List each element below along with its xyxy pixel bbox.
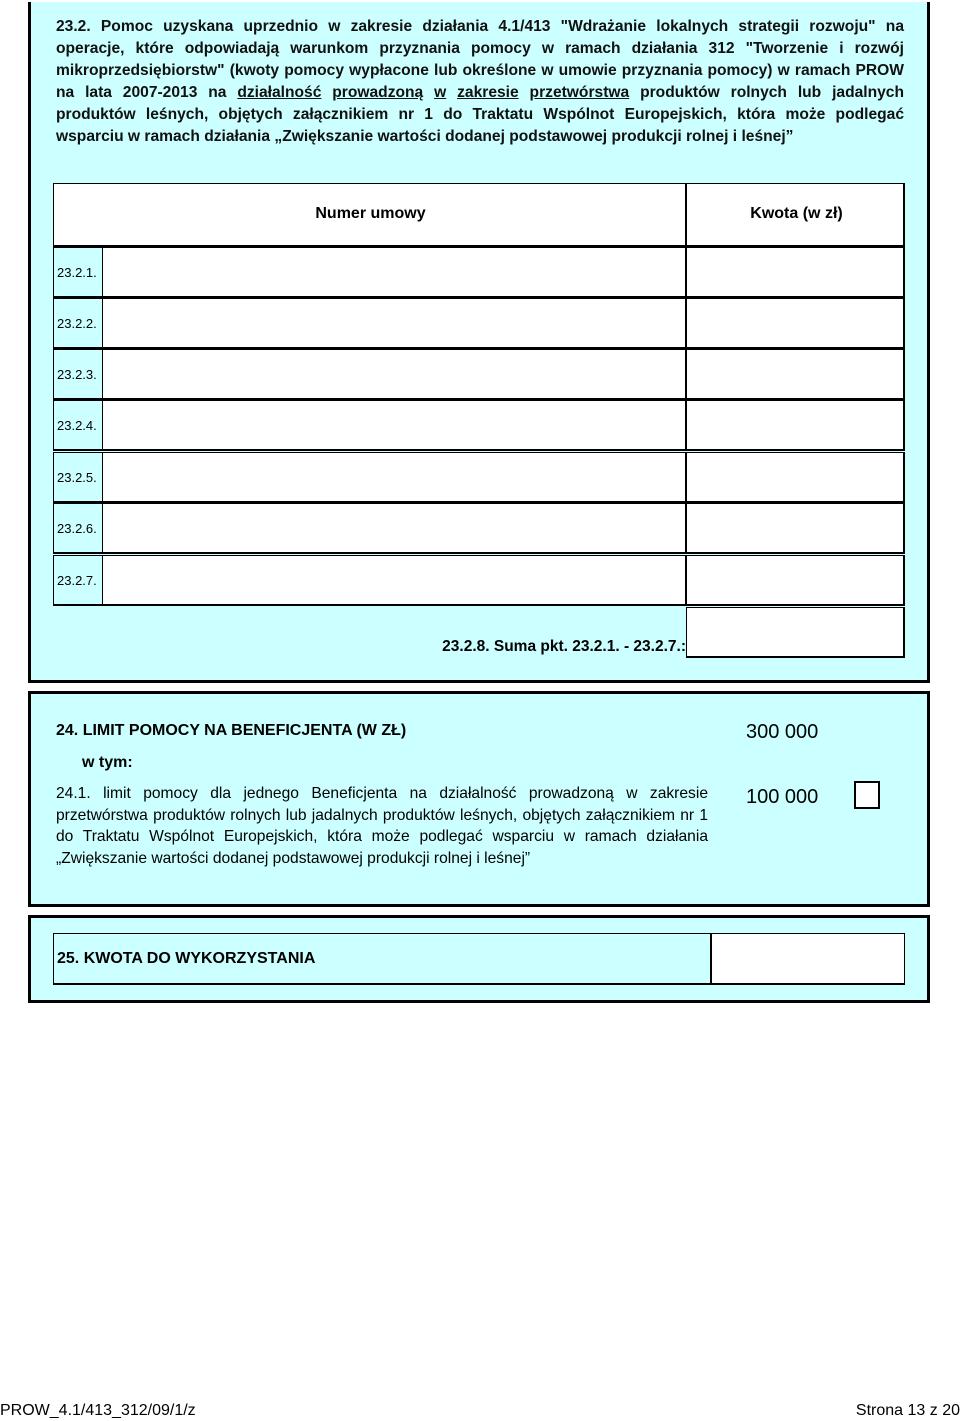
row-number-cell [54, 401, 103, 449]
intro-space [446, 84, 457, 101]
header-numer-umowy: Numer umowy [315, 205, 426, 222]
row-number: 23.2.3. [57, 367, 97, 382]
row-number: 23.2.2. [57, 316, 97, 331]
table-row [53, 503, 905, 554]
contract-number-field[interactable] [103, 504, 685, 552]
row-number: 23.2.7. [57, 573, 97, 588]
contract-number-field[interactable] [103, 248, 685, 296]
table-row [53, 247, 905, 298]
section-25-title: 25. KWOTA DO WYKORZYSTANIA [57, 950, 316, 967]
row-number: 23.2.1. [57, 265, 97, 280]
intro-text-a: 23.2. Pomoc uzyskana uprzednio w zakresie działania 4.1/413 "Wdrażanie lokalnych strategii rozwoju" na operacje, które odpowiadają warunkom przyznania pomocy w ramach działania 312 "Tworzenie i rozwój mikroprzedsiębiorstw" (kwoty pomocy wypłacone lub określone w umowie przyznania pomocy) w ramach PROW na lata 2007-2013 na [56, 18, 904, 101]
sum-label: 23.2.8. Suma pkt. 23.2.1. - 23.2.7.: [442, 638, 686, 655]
section-25-row [53, 933, 905, 985]
row-number-cell [54, 453, 103, 501]
row-number-cell [54, 299, 103, 347]
row-number-cell [54, 556, 103, 604]
contract-number-field[interactable] [103, 299, 685, 347]
footer-doc-code: PROW_4.1/413_312/09/1/z [0, 1402, 196, 1419]
table-row [53, 349, 905, 400]
row-number: 23.2.4. [57, 418, 97, 433]
header-kwota: Kwota (w zł) [750, 205, 843, 222]
amount-field[interactable] [687, 350, 904, 398]
row-number-cell [54, 350, 103, 398]
section-24-1-checkbox[interactable] [854, 781, 880, 809]
row-number: 23.2.5. [57, 470, 97, 485]
amount-field[interactable] [687, 299, 904, 347]
amount-field[interactable] [687, 248, 904, 296]
section-24-1-description: 24.1. limit pomocy dla jednego Beneficjenta na działalność prowadzoną w zakresie przetwórstwa produktów rolnych lub jadalnych produktów leśnych, objętych załącznikiem nr 1 do Traktatu Wspólnot Europejskich, która może podlegać wsparciu w ramach działania „Zwiększanie wartości dodanej podstawowej produkcji rolnej i leśnej” [56, 785, 708, 867]
table-row [53, 298, 905, 349]
intro-underlined-zakresie: zakresie [457, 84, 519, 101]
intro-underlined-prowadzona: prowadzoną [332, 84, 424, 101]
intro-space [519, 84, 530, 101]
row-number-cell [54, 504, 103, 552]
section-24-limit-value: 300 000 [746, 721, 819, 743]
contract-number-field[interactable] [103, 350, 685, 398]
amount-to-use-field[interactable] [710, 934, 904, 983]
section-24-w-tym-label: w tym: [82, 754, 133, 771]
intro-underlined-dzialalnosc: działalność [237, 84, 322, 101]
table-row [53, 400, 905, 451]
contract-number-field[interactable] [103, 556, 685, 604]
section-24-1-limit-value: 100 000 [746, 786, 819, 808]
amount-field[interactable] [687, 401, 904, 449]
section-23-2-intro [56, 16, 904, 148]
amount-field[interactable] [687, 504, 904, 552]
sum-amount-field[interactable] [686, 607, 905, 658]
amount-field[interactable] [687, 453, 904, 501]
contract-number-field[interactable] [103, 401, 685, 449]
contract-number-field[interactable] [103, 453, 685, 501]
table-row [53, 452, 905, 503]
row-number-cell [54, 248, 103, 296]
section-24-title: 24. LIMIT POMOCY NA BENEFICJENTA (W ZŁ) [56, 722, 407, 739]
intro-space [321, 84, 332, 101]
intro-underlined-przetworstwa: przetwórstwa [529, 84, 630, 101]
intro-text-b: produktów rolnych lub jadalnych produktów leśnych, objętych załącznikiem nr 1 do Traktatu Wspólnot Europejskich, która może podlegać wsparciu w ramach działania „Zwiększanie wartości dodanej podstawowej produkcji rolnej i leśnej” [56, 84, 904, 145]
footer-page-number: Strona 13 z 20 [855, 1402, 960, 1419]
intro-space [423, 84, 434, 101]
intro-underlined-w: w [434, 84, 447, 101]
amount-field[interactable] [687, 556, 904, 604]
row-number: 23.2.6. [57, 521, 97, 536]
table-row [53, 555, 905, 606]
aid-table-header [53, 183, 905, 247]
